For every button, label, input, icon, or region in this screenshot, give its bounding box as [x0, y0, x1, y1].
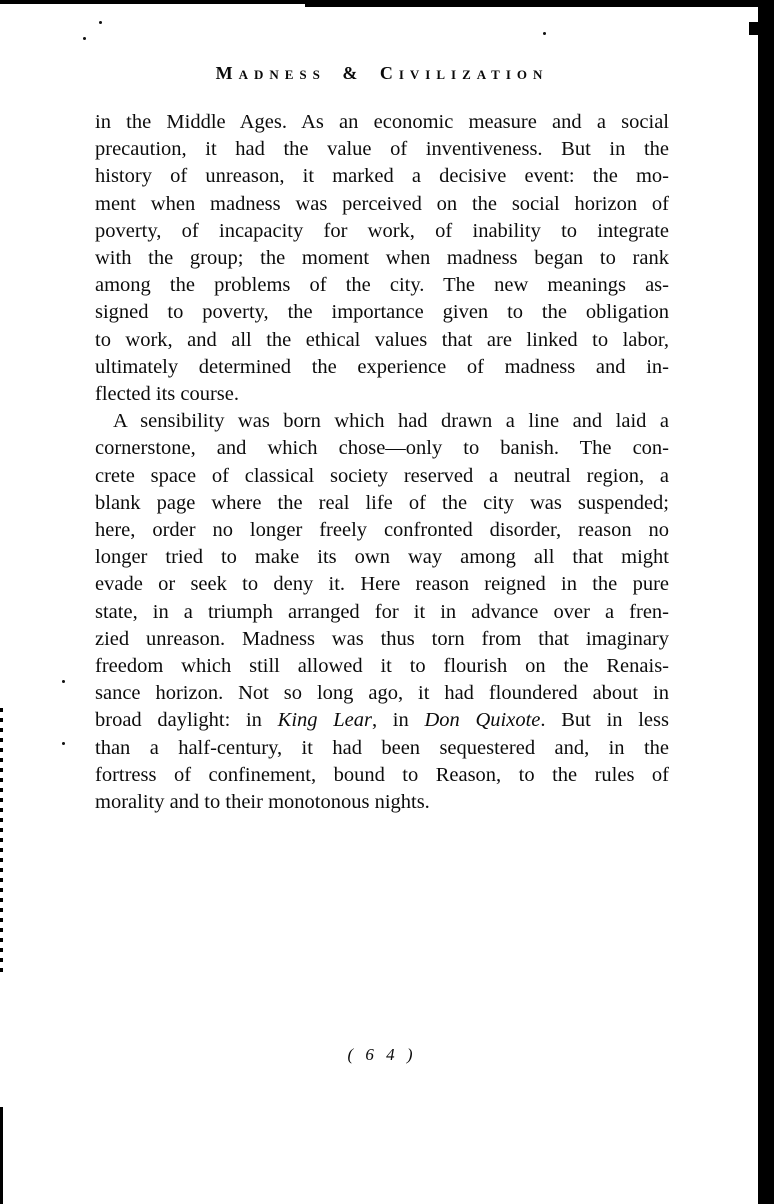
dust-speck	[83, 37, 86, 40]
text-line: fortress of confinement, bound to Reason, to the rules of	[95, 763, 669, 786]
text-block	[95, 109, 669, 816]
scan-artifact-blob	[749, 22, 760, 35]
italic-title: Don Quixote	[424, 709, 541, 732]
scan-artifact-left-line	[0, 1107, 3, 1204]
text-line: poverty, of incapacity for work, of inability to integrate	[95, 219, 669, 242]
dust-speck	[62, 742, 65, 745]
text-line: signed to poverty, the importance given to the obligation	[95, 301, 669, 324]
text-line: morality and to their monotonous nights.	[95, 791, 430, 814]
page-number: ( 6 4 )	[347, 1045, 417, 1064]
text-line: A sensibility was born which had drawn a line and laid a	[113, 410, 669, 433]
text-line: precaution, it had the value of inventiveness. But in the	[95, 138, 669, 161]
text-line: than a half-century, it had been sequestered and, in the	[95, 736, 669, 759]
text-line: history of unreason, it marked a decisive event: the mo-	[95, 165, 669, 188]
dust-speck	[62, 680, 65, 683]
dust-speck	[543, 32, 546, 35]
paragraph-2	[95, 408, 669, 816]
text-line: state, in a triumph arranged for it in advance over a fren-	[95, 600, 669, 623]
scan-artifact-top-bar-right	[305, 0, 774, 7]
italic-title: King Lear	[277, 709, 372, 732]
running-head: Madness & Civilization	[215, 63, 549, 83]
scan-artifact-right-bar	[758, 0, 774, 1204]
dust-speck	[99, 21, 102, 24]
text-line: crete space of classical society reserved a neutral region, a	[95, 464, 669, 487]
text-line: zied unreason. Madness was thus torn from that imaginary	[95, 627, 669, 650]
text-line: longer tried to make its own way among all that might	[95, 546, 669, 569]
text-line: in the Middle Ages. As an economic measure and a social	[95, 111, 669, 133]
text-line: ment when madness was perceived on the social horizon of	[95, 192, 669, 215]
text-line: blank page where the real life of the city was suspended;	[95, 491, 669, 514]
text-line: sance horizon. Not so long ago, it had floundered about in	[95, 682, 669, 705]
text-line: here, order no longer freely confronted disorder, reason no	[95, 519, 669, 542]
text-line: broad daylight: in King Lear, in Don Quixote. But in less	[95, 709, 669, 732]
paragraph-1	[95, 109, 669, 408]
text-line: evade or seek to deny it. Here reason reigned in the pure	[95, 573, 669, 596]
scan-artifact-left-dashes	[0, 708, 3, 974]
text-line: flected its course.	[95, 383, 240, 406]
text-line: among the problems of the city. The new meanings as-	[95, 274, 669, 297]
text-line: ultimately determined the experience of madness and in-	[95, 355, 669, 378]
text-line: freedom which still allowed it to flourish on the Renais-	[95, 655, 669, 678]
text-line: cornerstone, and which chose—only to banish. The con-	[95, 437, 669, 460]
text-line: to work, and all the ethical values that are linked to labor,	[95, 328, 669, 351]
text-line: with the group; the moment when madness began to rank	[95, 247, 669, 270]
